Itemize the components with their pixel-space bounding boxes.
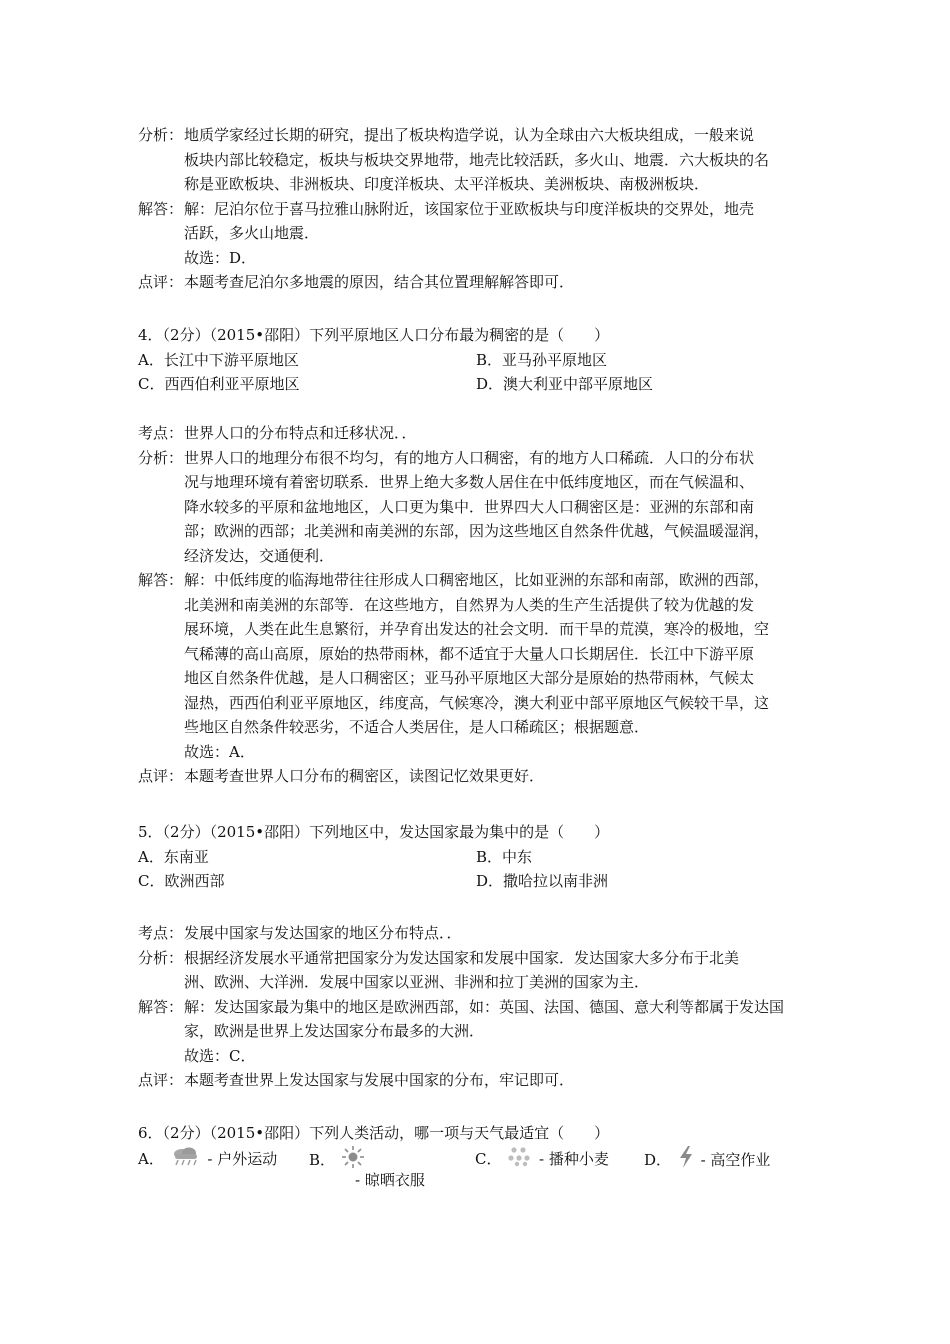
jieda-label: 解答：	[138, 199, 184, 218]
q5-analysis-section	[138, 921, 828, 1093]
fenxi-label: 分析：	[138, 126, 184, 144]
q3-fenxi-line: 称是亚欧板块、非洲板块、印度洋板块、太平洋板块、美洲板块、南极洲板块．	[184, 175, 710, 193]
q5-jieda-line: 家，欧洲是世界上发达国家分布最多的大洲．	[184, 1022, 485, 1040]
q5-options	[138, 845, 828, 894]
jieda-label: 解答：	[138, 571, 184, 589]
q3-fenxi-line: 板块内部比较稳定，板块与板块交界地带，地壳比较活跃，多火山、地震．六大板块的名	[184, 150, 770, 169]
q6-option-a	[138, 1145, 277, 1175]
q5-option-b: B．中东	[476, 847, 533, 866]
q4-analysis-section	[138, 421, 828, 789]
q3-dianping: 本题考查尼泊尔多地震的原因，结合其位置理解解答即可．	[184, 273, 575, 291]
q4-jieda-line: 地区自然条件优越，是人口稠密区；亚马孙平原地区大部分是原始的热带雨林，气候太	[184, 669, 755, 687]
q6-option-a-letter: A．	[138, 1150, 164, 1168]
q5-fenxi-line: 根据经济发展水平通常把国家分为发达国家和发展中国家．发达国家大多分布于北美	[184, 948, 740, 967]
q3-jieda-line: 活跃，多火山地震．	[184, 224, 320, 242]
q4-option-a: A．长江中下游平原地区	[138, 350, 299, 369]
q4-jieda-line: 气稀薄的高山高原，原始的热带雨林，都不适宜于大量人口长期居住．长江中下游平原	[184, 644, 755, 663]
q5-jieda-line: 故选：C．	[184, 1046, 256, 1065]
q4-jieda-line: 些地区自然条件较恶劣，不适合人类居住，是人口稀疏区；根据题意．	[184, 718, 650, 736]
q6-options	[138, 1145, 838, 1195]
q4-options	[138, 348, 828, 397]
kaodian-label: 考点：	[138, 424, 184, 442]
snow-icon	[506, 1145, 534, 1175]
q5-dianping: 本题考查世界上发达国家与发展中国家的分布，牢记即可．	[184, 1071, 575, 1089]
q4-option-b: B．亚马孙平原地区	[476, 350, 608, 369]
q6-option-c-letter: C．	[475, 1150, 502, 1168]
q3-fenxi-line: 地质学家经过长期的研究，提出了板块构造学说，认为全球由六大板块组成，一般来说	[184, 126, 755, 144]
q4-fenxi-line: 部；欧洲的西部；北美洲和南美洲的东部，因为这些地区自然条件优越，气候温暖湿润，	[184, 522, 770, 540]
q4-fenxi-line: 况与地理环境有着密切联系．世界上绝大多数人居住在中低纬度地区，而在气候温和、	[184, 473, 755, 491]
dianping-label: 点评：	[138, 273, 184, 291]
q3-jieda-line: 故选：D．	[184, 248, 257, 267]
q6-option-d-text: - 高空作业	[700, 1151, 771, 1169]
q4-jieda-line: 北美洲和南美洲的东部等．在这些地方，自然界为人类的生产生活提供了较为优越的发	[184, 595, 755, 614]
rain-icon	[169, 1145, 203, 1175]
q6-option-d-letter: D．	[644, 1151, 672, 1169]
q4-stem: 4．（2分）（2015•邵阳）下列平原地区人口分布最为稠密的是（ ）	[138, 326, 610, 344]
q5-fenxi-line: 洲、欧洲、大洋洲．发展中国家以亚洲、非洲和拉丁美洲的国家为主．	[184, 973, 650, 991]
q4-jieda-line: 解：中低纬度的临海地带往往形成人口稠密地区，比如亚洲的东部和南部，欧洲的西部，	[184, 571, 770, 589]
q4-fenxi-line: 经济发达，交通便利．	[184, 546, 335, 565]
q6-option-c-text: - 播种小麦	[539, 1150, 609, 1168]
q6-option-d	[644, 1145, 770, 1177]
q6-option-b-text: - 晾晒衣服	[355, 1171, 425, 1189]
q6-option-a-text: - 户外运动	[207, 1150, 278, 1168]
q6-option-b-letter: B．	[309, 1151, 336, 1169]
q4-jieda-line: 湿热，西西伯利亚平原地区，纬度高，气候寒冷，澳大利亚中部平原地区气候较干旱，这	[184, 693, 770, 712]
jieda-label: 解答：	[138, 997, 184, 1016]
q4-jieda-line: 故选：A．	[184, 742, 255, 761]
dianping-label: 点评：	[138, 1071, 184, 1089]
q5-option-c: C．欧洲西部	[138, 872, 225, 890]
q3-jieda-line: 解：尼泊尔位于喜马拉雅山脉附近，该国家位于亚欧板块与印度洋板块的交界处，地壳	[184, 199, 755, 218]
q4-fenxi-line: 世界人口的地理分布很不均匀，有的地方人口稠密，有的地方人口稀疏．人口的分布状	[184, 448, 755, 467]
q4-kaodian: 世界人口的分布特点和迁移状况．．	[184, 424, 417, 442]
dianping-label: 点评：	[138, 767, 184, 785]
q4-fenxi-line: 降水较多的平原和盆地地区，人口更为集中．世界四大人口稠密区是：亚洲的东部和南	[184, 497, 755, 516]
fenxi-label: 分析：	[138, 948, 184, 967]
q6-option-c	[475, 1145, 609, 1175]
q4-dianping: 本题考查世界人口分布的稠密区，读图记忆效果更好．	[184, 767, 545, 785]
q4-jieda-line: 展环境，人类在此生息繁衍，并孕育出发达的社会文明．而干旱的荒漠，寒冷的极地，空	[184, 620, 770, 638]
q3-analysis-section	[138, 123, 828, 295]
q4-question	[138, 323, 828, 397]
fenxi-label: 分析：	[138, 448, 184, 467]
q4-option-c: C．西西伯利亚平原地区	[138, 375, 300, 393]
q5-stem: 5．（2分）（2015•邵阳）下列地区中，发达国家最为集中的是（ ）	[138, 823, 610, 841]
q5-jieda-line: 解：发达国家最为集中的地区是欧洲西部，如：英国、法国、德国、意大利等都属于发达国	[184, 997, 785, 1016]
q5-option-a: A．东南亚	[138, 847, 209, 866]
kaodian-label: 考点：	[138, 924, 184, 942]
q5-option-d: D．撒哈拉以南非洲	[476, 872, 609, 890]
q4-option-d: D．澳大利亚中部平原地区	[476, 375, 654, 393]
lightning-icon	[676, 1145, 696, 1177]
q6-stem: 6．（2分）（2015•邵阳）下列人类活动，哪一项与天气最适宜（ ）	[138, 1124, 610, 1142]
q6-question	[138, 1121, 828, 1146]
q6-option-b	[309, 1145, 425, 1189]
q5-question	[138, 820, 828, 894]
q5-kaodian: 发展中国家与发达国家的地区分布特点．．	[184, 924, 462, 942]
